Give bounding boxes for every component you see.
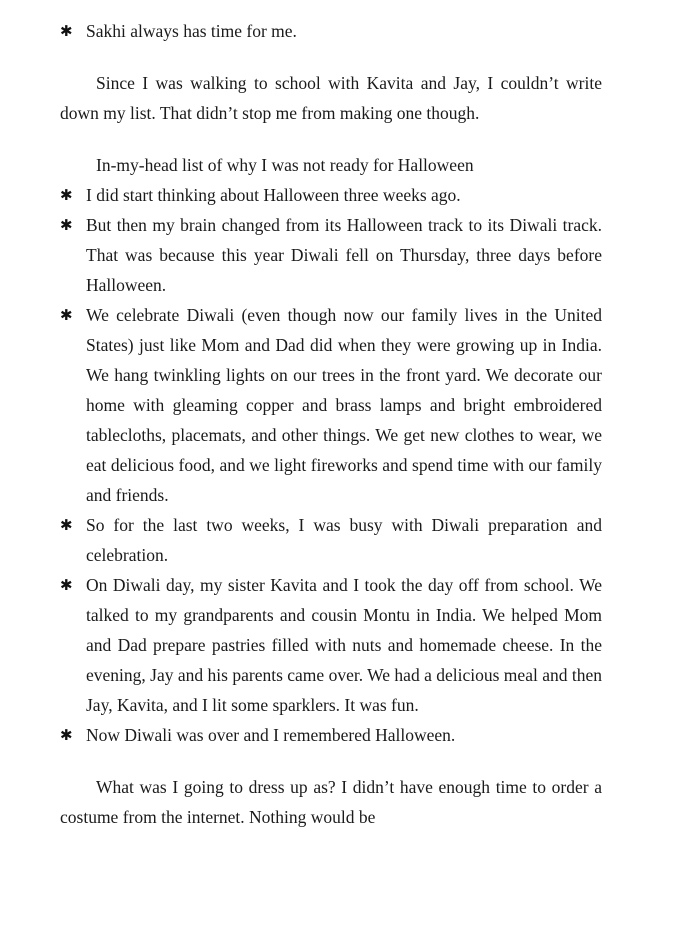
- asterisk-bullet-icon: ✱: [60, 578, 73, 594]
- asterisk-bullet-icon: ✱: [60, 518, 73, 534]
- bullet-item: [60, 720, 602, 750]
- bullet-item: [60, 570, 602, 720]
- asterisk-bullet-icon: ✱: [60, 188, 73, 204]
- bullet-item: [60, 180, 602, 210]
- bullet-text: But then my brain changed from its Halloween track to its Diwali track. That was because this year Diwali fell on Thursday, three days before Halloween.: [86, 215, 602, 295]
- asterisk-bullet-icon: ✱: [60, 308, 73, 324]
- bullet-text: We celebrate Diwali (even though now our family lives in the United States) just like Mom and Dad did when they were growing up in India. We hang twinkling lights on our trees in the front yard. We decorate our home with gleaming copper and brass lamps and bright embroidered tablecloths, placemats, and other things. We get new clothes to wear, we eat delicious food, and we light fireworks and spend time with our family and friends.: [86, 305, 602, 505]
- bullet-item: [60, 210, 602, 300]
- paragraph: Since I was walking to school with Kavita and Jay, I couldn’t write down my list. That didn’t stop me from making one though.: [60, 73, 602, 123]
- bullet-text: Sakhi always has time for me.: [86, 21, 297, 41]
- asterisk-bullet-icon: ✱: [60, 218, 73, 234]
- paragraph: What was I going to dress up as? I didn’t have enough time to order a costume from the internet. Nothing would be: [60, 777, 602, 827]
- bullet-item: [60, 510, 602, 570]
- bullet-text: Now Diwali was over and I remembered Halloween.: [86, 725, 456, 745]
- bullet-item: [60, 16, 602, 46]
- bullet-text: So for the last two weeks, I was busy with Diwali preparation and celebration.: [86, 515, 602, 565]
- bullet-text: I did start thinking about Halloween three weeks ago.: [86, 185, 461, 205]
- list-heading: In-my-head list of why I was not ready for Halloween: [96, 155, 474, 175]
- asterisk-bullet-icon: ✱: [60, 24, 73, 40]
- bullet-text: On Diwali day, my sister Kavita and I took the day off from school. We talked to my grandparents and cousin Montu in India. We helped Mom and Dad prepare pastries filled with nuts and homemade cheese. In the evening, Jay and his parents came over. We had a delicious meal and then Jay, Kavita, and I lit some sparklers. It was fun.: [86, 575, 602, 715]
- bullet-item: [60, 300, 602, 510]
- asterisk-bullet-icon: ✱: [60, 728, 73, 744]
